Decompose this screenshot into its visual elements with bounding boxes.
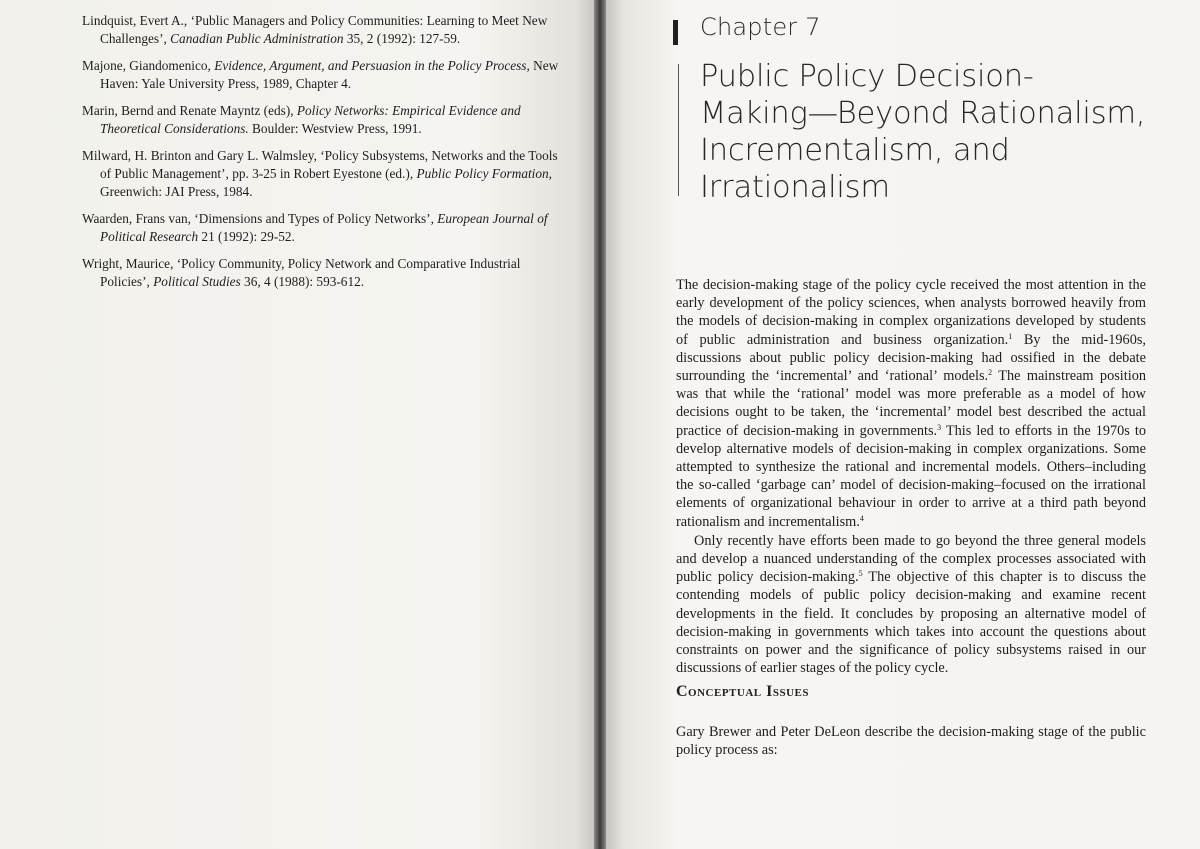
chapter-title xyxy=(700,58,1180,206)
chapter-body xyxy=(676,276,1146,677)
footnote-ref[interactable]: 3 xyxy=(937,422,942,432)
section-heading: Conceptual Issues xyxy=(676,683,809,700)
title-rule xyxy=(678,64,679,196)
reference-entry: Wright, Maurice, ‘Policy Community, Policy Network and Comparative Industrial Policies’, Political Studies 36, 4 (1988): 593-612. xyxy=(82,256,521,289)
chapter-marker-bar xyxy=(673,20,678,45)
title-line: Public Policy Decision- xyxy=(700,59,1034,94)
reference-list xyxy=(82,12,560,300)
title-line: Irrationalism xyxy=(700,170,890,205)
footnote-ref[interactable]: 2 xyxy=(988,368,993,378)
reference-entry: Majone, Giandomenico, Evidence, Argument, and Persuasion in the Policy Process, New Haven: Yale University Press, 1989, Chapter 4. xyxy=(82,58,559,91)
body-paragraph: The decision-making stage of the policy cycle received the most attention in the early development of the policy sciences, when analysts borrowed heavily from the models of decision-making in complex organizations developed by students of public administration and business organization.$^1$ By the mid-1960s, discussions about public policy decision-making had ossified in the debate surrounding the ‘incremental’ and ‘rational’ models.$^2$ The mainstream position was that while the ‘rational’ model was more preferable as a model of how decisions ought to be taken, the ‘incremental’ model best described the actual practice of decision-making in governments.$^3$ This led to efforts in the 1970s to develop alternative models of decision-making in complex organizations. Some attempted to synthesize the rational and incremental models. Others–including the so-called ‘garbage can’ model of decision-making–focused on the irrational elements of organizational behaviour in order to arrive at a third path beyond rationalism and incrementalism.$^4$ xyxy=(676,277,1147,530)
reference-entry: Waarden, Frans van, ‘Dimensions and Types of Policy Networks’, European Journal of Political Research 21 (1992): 29-52. xyxy=(82,211,548,244)
reference-entry: Lindquist, Evert A., ‘Public Managers and Policy Communities: Learning to Meet New Challenges’, Canadian Public Administration 35, 2 (1992): 127-59. xyxy=(82,13,548,46)
title-line: Making—Beyond Rationalism, xyxy=(700,96,1146,131)
body-paragraph: Gary Brewer and Peter DeLeon describe the decision-making stage of the public policy process as: xyxy=(676,724,1146,759)
footnote-ref[interactable]: 1 xyxy=(1008,331,1013,341)
reference-entry: Milward, H. Brinton and Gary L. Walmsley, ‘Policy Subsystems, Networks and the Tools of Public Management’, pp. 3-25 in Robert Eyestone (ed.), Public Policy Formation, Greenwich: JAI Press, 1984. xyxy=(82,148,558,199)
reference-entry: Marin, Bernd and Renate Mayntz (eds), Policy Networks: Empirical Evidence and Theoretical Considerations. Boulder: Westview Press, 1991. xyxy=(82,103,521,136)
body-paragraph: Only recently have efforts been made to go beyond the three general models and develop a nuanced understanding of the complex processes associated with public policy decision-making.$^5$ The objective of this chapter is to discuss the contending models of public policy decision-making and examine recent developments in the field. It concludes by proposing an alternative model of decision-making in governments which takes into account the questions about constraints on power and the significance of policy subsystems raised in our discussions of earlier stages of the policy cycle. xyxy=(676,532,1146,677)
footnote-ref[interactable]: 5 xyxy=(858,569,863,579)
left-page xyxy=(0,0,594,849)
title-line: Incrementalism, and xyxy=(700,133,1010,168)
book-gutter xyxy=(594,0,606,849)
chapter-label: Chapter 7 xyxy=(700,13,821,41)
footnote-ref[interactable]: 4 xyxy=(859,513,864,523)
